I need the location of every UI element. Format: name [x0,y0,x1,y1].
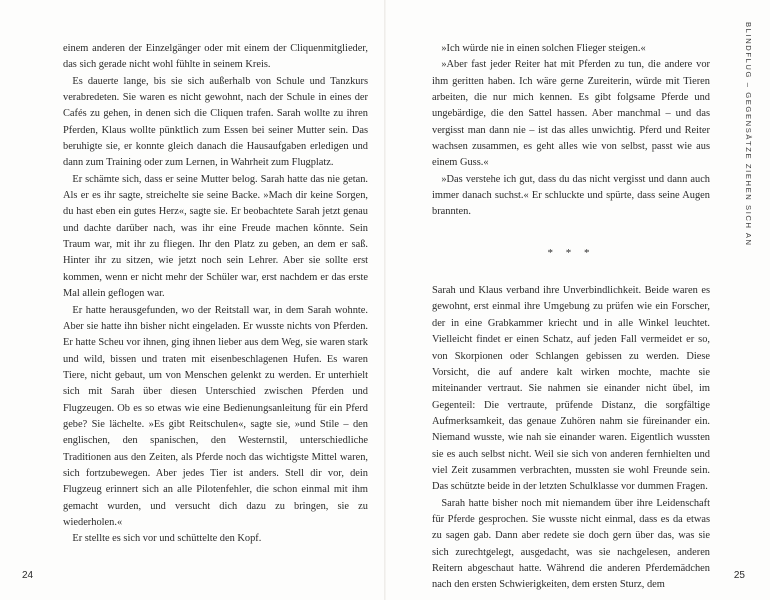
book-gutter [384,0,386,600]
right-page-text [432,41,710,594]
page-number-left: 24 [22,570,34,581]
right-paragraph-2: »Aber fast jeder Reiter hat mit Pferden zu tun, die andere vor ihm geritten haben. Ich wäre gerne Zureiterin, würde mit Tieren arbeiten, die nur mich kennen. Es gibt folgsame Pferde und ungebärdige, die den Sattel hassen. Aber manchmal – und das vergisst man dann nie – ist das alles unwichtig. Pferd und Reiter wachsen zusammen, es geht alles wie von selbst, passt wie aus einem Guss.« [432,59,710,169]
left-paragraph-1: einem anderen der Einzelgänger oder mit einem der Cliquenmitglieder, das sich gerade nicht wohl fühlte in seinem Kreis. [63,43,368,71]
left-paragraph-5: Er stellte es sich vor und schüttelte den Kopf. [72,533,262,545]
right-paragraph-1: »Ich würde nie in einen solchen Flieger steigen.« [441,43,646,54]
left-paragraph-4: Er hatte herausgefunden, wo der Reitstall war, in dem Sarah wohnte. Aber sie hatte ihn bisher nicht eingeladen. Er wusste nichts von Pferden. Er hatte Scheu vor ihnen, ging ihnen lieber aus dem Weg, sie waren stark und wild, bissen und traten mit eisenbeschlagenen Hufen. Es waren Tiere, nicht gebaut, um von Menschen gelenkt zu werden. Er unterhielt sich mit Sarah über diesen Unterschied zwischen Pferden und Flugzeugen. Ob es so etwas wie eine Bedienungsanleitung für ein Pferd gebe? Sie lächelte. »Es gibt Reitschulen«, sagte sie, »und Stile – den englischen, den spanischen, den Westernstil, unterschiedliche Traditionen aus den Zeiten, als Pferde noch das wichtigste Mittel waren, sich fortzubewegen. Aber jedes Tier ist anders. Stell dir vor, dein Flugzeug erinnert sich an alle Pilotenfehler, die schon einmal mit ihm gemacht wurden, und versucht dich dazu zu bringen, sie zu wiederholen.« [63,304,368,528]
page-number-right: 25 [733,570,745,581]
right-paragraph-5: Sarah hatte bisher noch mit niemandem über ihre Leidenschaft für Pferde gesprochen. Sie wusste nicht einmal, dass es da etwas zu sagen gab. Dann aber redete sie doch gern über das, was sie sich zurechtgelegt, ausgedacht, was sie nachgelesen, anderen Reitern abgeschaut hatte. Während die anderen Pferdemädchen nach den ersten Schwierigkeiten, dem ersten Sturz, dem [432,497,710,591]
scene-break: * * * [547,246,595,259]
right-paragraph-3: »Das verstehe ich gut, dass du das nicht vergisst und dann auch immer danach suchst.« Er schluckte und spürte, dass seine Augen brannten. [432,173,710,218]
right-paragraph-4: Sarah und Klaus verband ihre Unverbindlichkeit. Beide waren es gewohnt, erst einmal ihre Umgebung zu prüfen wie ein Forscher, der in eine Grabkammer kriecht und in alle Winkel leuchtet. Vielleicht findet er einen Schatz, auf jeden Fall vermeidet er so, von Skorpionen oder Schlangen gebissen zu werden. Diese Vorsicht, die auf andere kalt wirken mochte, machte sie miteinander vertraut. Sie nahmen sie einander nicht übel, im Gegenteil: Die vertraute, prüfende Distanz, die sorgfältige Aufmerksamkeit, das genaue Zuhören nahm sie füreinander ein. Niemand wusste, wie nah sie einander waren. Eigentlich wussten sie es auch selbst nicht. Weil sie sich von anderen fernhielten und viel Zeit zusammen verbrachten, mussten sie wohl Freunde sein. Das schützte beide in der letzten Schulklasse vor dummen Fragen. [432,285,710,493]
left-page-text [63,41,368,548]
running-head: BLINDFLUG – GEGENSÄTZE ZIEHEN SICH AN [744,22,753,247]
left-paragraph-3: Er schämte sich, dass er seine Mutter belog. Sarah hatte das nie getan. Als er es ihr sagte, streichelte sie seine Backe. »Mach dir keine Sorgen, du hast eben ein gutes Herz«, sagte sie. Er beobachtete Sarah jetzt genau und dachte darüber nach, was ihr eine Freude machen könnte. Sein Traum war, mit ihr zu fliegen. Ihr den Platz zu geben, an dem er saß. Hinter ihr zu sitzen, wie jetzt noch sein Lehrer. Aber sie sollte erst kommen, wenn er nicht mehr der Schüler war, erst nachdem er das erste Mal allein geflogen war. [63,173,368,300]
left-paragraph-2: Es dauerte lange, bis sie sich außerhalb von Schule und Tanzkurs verabredeten. Sie waren es nicht gewohnt, nach der Schule in eines der Cafés zu gehen, in denen sich die Cliquen trafen. Sarah wollte zu ihren Pferden, Klaus wollte pünktlich zum Essen bei seiner Mutter sein. Das beruhigte sie, er konnte gleich danach die Hausaufgaben erledigen und dann zum Training oder zum Lernen, in Wahrheit zum Flugplatz. [63,75,368,169]
